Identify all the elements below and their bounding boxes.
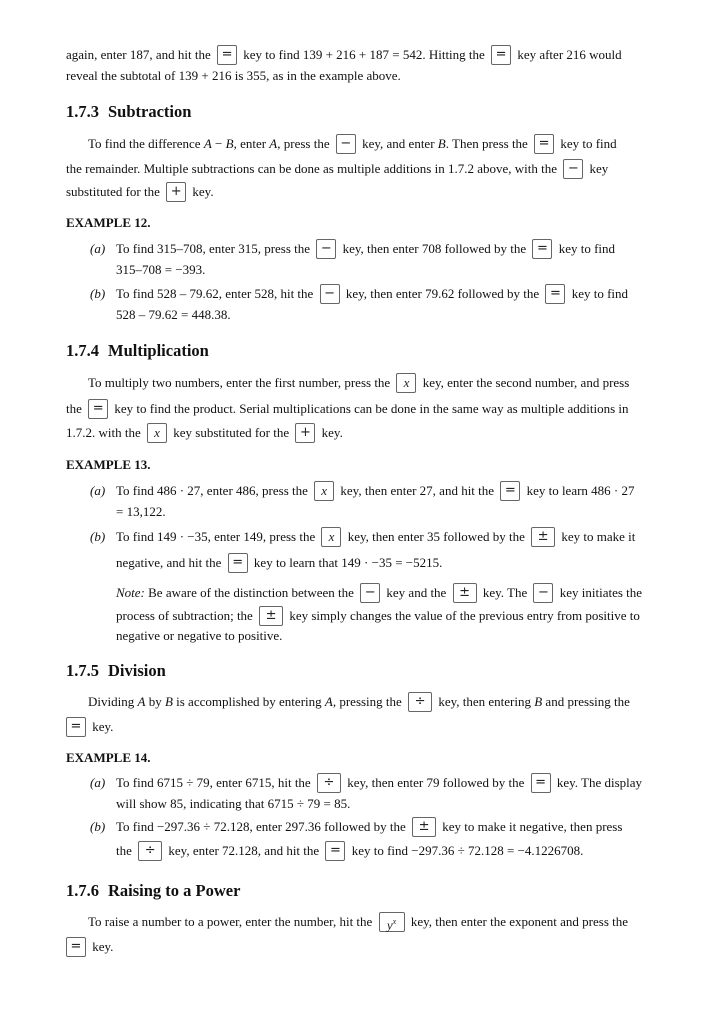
text: key to make it negative, then press: [439, 819, 623, 834]
example-13-b-line-1: [116, 529, 635, 547]
equals-key-icon: =: [88, 399, 108, 419]
text: To find the difference: [88, 136, 201, 151]
text: key, enter 72.128, and hit the: [165, 843, 323, 858]
times-key-icon: x: [314, 481, 334, 501]
text: negative, and hit the: [116, 555, 225, 570]
division-para-line-2: [63, 719, 113, 737]
text: key, then enter 79 followed by the: [343, 775, 528, 790]
equals-key-icon: =: [500, 481, 520, 501]
text: To find 315–708, enter 315, press the: [116, 241, 314, 256]
equals-key-icon: =: [228, 553, 248, 573]
equals-key-icon: =: [534, 134, 554, 154]
var-a: A: [203, 136, 212, 151]
power-key-icon: [379, 912, 405, 932]
equals-key-icon: =: [66, 937, 86, 957]
section-title: Multiplication: [108, 341, 209, 360]
section-number: 1.7.4: [66, 341, 99, 360]
text: key to learn that 149 · −35 = −5215.: [250, 555, 443, 570]
times-key-icon: x: [321, 527, 341, 547]
key-glyph: x: [392, 916, 397, 926]
note-line-1: [116, 585, 642, 603]
text: key. The display: [553, 775, 643, 790]
text: To find 486 · 27, enter 486, press the: [116, 483, 312, 498]
text: To find 6715 ÷ 79, enter 6715, hit the: [116, 775, 314, 790]
equals-key-icon: =: [491, 45, 511, 65]
plus-key-icon: +: [166, 182, 186, 202]
text: key to find: [557, 136, 617, 151]
power-para-line-1: [88, 914, 628, 932]
text: and pressing the: [545, 694, 630, 709]
divide-key-icon: ÷: [317, 773, 341, 793]
key-glyph: y: [386, 916, 393, 932]
times-key-icon: x: [147, 423, 167, 443]
text: key, then enter the exponent and press the: [407, 914, 629, 929]
text: is accomplished by entering: [176, 694, 322, 709]
equals-key-icon: =: [545, 284, 565, 304]
item-label-a: (a): [90, 483, 106, 498]
subtraction-para-line-2: [66, 161, 608, 179]
text: key to find: [568, 286, 629, 301]
section-title: Division: [108, 661, 166, 680]
text: key to make it: [558, 529, 636, 544]
text: the: [116, 843, 136, 858]
text: key initiates the: [556, 585, 643, 600]
text: substituted for the: [66, 184, 164, 199]
text: key, then enter 708 followed by the: [339, 241, 530, 256]
item-label-a: (a): [90, 241, 106, 256]
section-number: 1.7.6: [66, 881, 99, 900]
subtraction-para-line-3: [66, 184, 214, 202]
plus-minus-key-icon: ±: [412, 817, 436, 837]
text: key, then entering: [435, 694, 531, 709]
text: the remainder. Multiple subtractions can be done as multiple additions in 1.7.2 above, with the: [66, 161, 561, 176]
var-b: B: [225, 136, 234, 151]
equals-key-icon: =: [325, 841, 345, 861]
multiplication-para-line-1: [88, 375, 629, 393]
example-12-heading: EXAMPLE 12.: [66, 215, 151, 230]
minus-key-icon: −: [360, 583, 380, 603]
var-a: A: [137, 694, 146, 709]
power-para-line-2: [63, 939, 113, 957]
section-heading-division: [66, 661, 166, 681]
item-label-a: (a): [90, 775, 106, 790]
text: key to learn 486 · 27: [523, 483, 635, 498]
multiplication-para-line-3: [66, 425, 343, 443]
divide-key-icon: ÷: [408, 692, 432, 712]
note-label: Note:: [116, 585, 145, 600]
text: key.: [189, 184, 214, 199]
var-b: B: [534, 694, 543, 709]
example-12-a-line-1: [116, 241, 615, 259]
text: . Then press the: [445, 136, 532, 151]
text: key, then enter 35 followed by the: [344, 529, 529, 544]
text: key.: [89, 719, 114, 734]
text: key, then enter 27, and hit the: [337, 483, 498, 498]
item-label-b: (b): [90, 529, 106, 544]
plus-minus-key-icon: ±: [531, 527, 555, 547]
text: key. The: [479, 585, 531, 600]
plus-key-icon: +: [295, 423, 315, 443]
var-a: A: [269, 136, 278, 151]
continuation-line-2: reveal the subtotal of 139 + 216 is 355, as in the example above.: [66, 68, 401, 83]
text: key to find 139 + 216 + 187 = 542. Hitting the: [240, 47, 489, 62]
text: key after 216 would: [514, 47, 622, 62]
text: key to find: [555, 241, 616, 256]
text: again, enter 187, and hit the: [66, 47, 215, 62]
example-13-a-line-2: = 13,122.: [116, 504, 166, 519]
text: key substituted for the: [170, 425, 293, 440]
text: , enter: [233, 136, 267, 151]
text: by: [148, 694, 162, 709]
equals-key-icon: =: [66, 717, 86, 737]
text: To find 528 – 79.62, enter 528, hit the: [116, 286, 317, 301]
equals-key-icon: =: [531, 773, 551, 793]
text: 1.7.2. with the: [66, 425, 144, 440]
example-12-b-line-1: [116, 286, 628, 304]
text: To find −297.36 ÷ 72.128, enter 297.36 followed by the: [116, 819, 410, 834]
text: −: [211, 136, 226, 151]
divide-key-icon: ÷: [138, 841, 162, 861]
text: key, and enter: [358, 136, 435, 151]
minus-key-icon: −: [316, 239, 336, 259]
text: To find 149 · −35, enter 149, press the: [116, 529, 319, 544]
example-13-heading: EXAMPLE 13.: [66, 457, 151, 472]
section-number: 1.7.3: [66, 102, 99, 121]
var-a: A: [324, 694, 333, 709]
example-12-a-line-2: 315–708 = −393.: [116, 262, 206, 277]
example-14-heading: EXAMPLE 14.: [66, 750, 151, 765]
times-key-icon: x: [396, 373, 416, 393]
text: key, enter the second number, and press: [419, 375, 630, 390]
text: , pressing the: [332, 694, 406, 709]
section-number: 1.7.5: [66, 661, 99, 680]
note-line-2: [116, 608, 640, 626]
minus-key-icon: −: [533, 583, 553, 603]
multiplication-para-line-2: [66, 401, 629, 419]
equals-key-icon: =: [217, 45, 237, 65]
text: Dividing: [88, 694, 135, 709]
item-label-b: (b): [90, 286, 106, 301]
text: key to find the product. Serial multiplications can be done in the same way as multiple additions in: [111, 401, 629, 416]
section-title: Subtraction: [108, 102, 192, 121]
example-13-a-line-1: [116, 483, 635, 501]
continuation-line-1: [66, 47, 622, 65]
minus-key-icon: −: [320, 284, 340, 304]
minus-key-icon: −: [336, 134, 356, 154]
example-14-a-line-2: will show 85, indicating that 6715 ÷ 79 = 85.: [116, 796, 351, 811]
text: the: [66, 401, 86, 416]
section-heading-multiplication: [66, 341, 209, 361]
section-heading-subtraction: [66, 102, 191, 122]
text: To multiply two numbers, enter the first number, press the: [88, 375, 394, 390]
section-heading-power: [66, 881, 240, 901]
note-line-3: negative or negative to positive.: [116, 628, 283, 643]
text: key, then enter 79.62 followed by the: [342, 286, 543, 301]
text: key to find −297.36 ÷ 72.128 = −4.1226708.: [348, 843, 584, 858]
text: key and the: [383, 585, 450, 600]
subtraction-para-line-1: [88, 136, 617, 154]
section-title: Raising to a Power: [108, 881, 241, 900]
text: key.: [89, 939, 114, 954]
text: key.: [318, 425, 343, 440]
division-para-line-1: [88, 694, 630, 712]
example-14-b-line-2: [116, 843, 583, 861]
text: To raise a number to a power, enter the number, hit the: [88, 914, 376, 929]
example-14-a-line-1: [116, 775, 642, 793]
example-13-b-line-2: [116, 555, 442, 573]
text: Be aware of the distinction between the: [148, 585, 358, 600]
text: key: [586, 161, 609, 176]
text: key simply changes the value of the previous entry from positive to: [286, 608, 640, 623]
var-b: B: [437, 136, 446, 151]
minus-key-icon: −: [563, 159, 583, 179]
plus-minus-key-icon: ±: [453, 583, 477, 603]
text: process of subtraction; the: [116, 608, 257, 623]
var-b: B: [164, 694, 173, 709]
plus-minus-key-icon: ±: [259, 606, 283, 626]
equals-key-icon: =: [532, 239, 552, 259]
example-14-b-line-1: [116, 819, 622, 837]
text: , press the: [277, 136, 333, 151]
example-12-b-line-2: 528 – 79.62 = 448.38.: [116, 307, 231, 322]
item-label-b: (b): [90, 819, 106, 834]
